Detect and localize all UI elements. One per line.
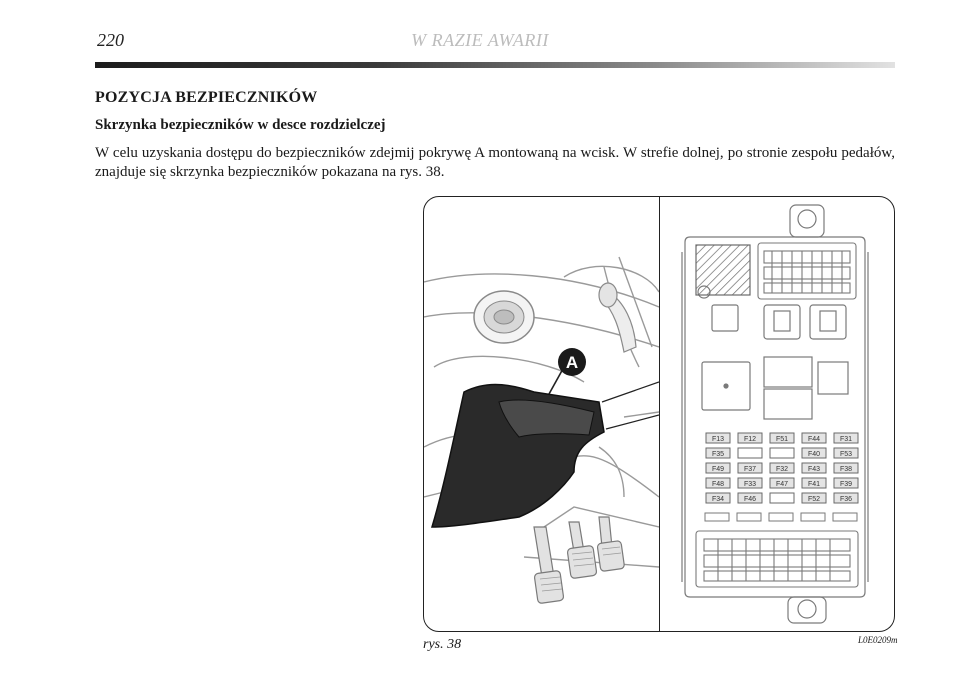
page-number: 220 xyxy=(97,30,124,50)
fuse-slot xyxy=(706,463,730,473)
fuse-slot xyxy=(834,478,858,488)
fuse-label: F33 xyxy=(743,481,757,488)
fuse-slot xyxy=(834,433,858,443)
body-paragraph: W celu uzyskania dostępu do bezpieczników zdejmij pokrywę A montowaną na wcisk. W strefie dolnej, po stronie zespołu pedałów, znajduje się skrzynka bezpieczników pokazana na rys. 38. xyxy=(95,145,895,180)
fuse-box-diagram xyxy=(660,197,894,631)
fuse-slot xyxy=(738,463,762,473)
fuse-slot xyxy=(802,448,826,458)
fuse-grid xyxy=(706,433,858,503)
fuse-slot xyxy=(834,448,858,458)
fuse-slot xyxy=(770,433,794,443)
fuse-label: F34 xyxy=(711,496,725,503)
fuse-slot xyxy=(738,478,762,488)
fuse-slot xyxy=(706,493,730,503)
fuse-label: F37 xyxy=(743,466,757,473)
fuse-label: F12 xyxy=(743,436,757,443)
fuse-label: F46 xyxy=(743,496,757,503)
fuse-slot xyxy=(738,448,762,458)
figure-code: L0E0209m xyxy=(858,635,898,645)
subsection-title: Skrzynka bezpieczników w desce rozdzielczej xyxy=(95,117,386,133)
fuse-label: F53 xyxy=(839,451,853,458)
fuse-label: F38 xyxy=(839,466,853,473)
fuse-slot xyxy=(770,463,794,473)
figure-caption: rys. 38 xyxy=(423,637,462,652)
figure-frame xyxy=(423,196,895,632)
fuse-slot xyxy=(834,493,858,503)
fuse-slot xyxy=(770,493,794,503)
header-rule xyxy=(95,62,895,68)
fuse-label: F44 xyxy=(807,436,821,443)
fuse-slot xyxy=(802,433,826,443)
fuse-label: F40 xyxy=(807,451,821,458)
fuse-label: F36 xyxy=(839,496,853,503)
fuse-slot xyxy=(802,478,826,488)
hatched-relay xyxy=(696,245,750,295)
fuse-slot xyxy=(738,493,762,503)
fuse-label: F41 xyxy=(807,481,821,488)
fuse-slot xyxy=(706,433,730,443)
fuse-label: F49 xyxy=(711,466,725,473)
fuse-label: F48 xyxy=(711,481,725,488)
fuse-label: F47 xyxy=(775,481,789,488)
fuse-slot xyxy=(802,493,826,503)
fuse-slot xyxy=(770,478,794,488)
fuse-label: F51 xyxy=(775,436,789,443)
fuse-label: F39 xyxy=(839,481,853,488)
top-connector xyxy=(758,243,856,299)
dashboard-illustration xyxy=(424,197,659,631)
fuse-label: F43 xyxy=(807,466,821,473)
section-title: POZYCJA BEZPIECZNIKÓW xyxy=(95,89,318,106)
fuse-label: F32 xyxy=(775,466,789,473)
fuse-slot xyxy=(706,478,730,488)
fuse-label: F35 xyxy=(711,451,725,458)
fuse-label: F52 xyxy=(807,496,821,503)
fuse-slot xyxy=(738,433,762,443)
callout-a-label: A xyxy=(565,353,579,372)
fuse-slot xyxy=(834,463,858,473)
fuse-label: F31 xyxy=(839,436,853,443)
fuse-label: F13 xyxy=(711,436,725,443)
running-header: W RAZIE AWARII xyxy=(411,30,549,50)
fuse-slot xyxy=(802,463,826,473)
fuse-slot xyxy=(770,448,794,458)
fuse-slot xyxy=(706,448,730,458)
bottom-connector xyxy=(696,531,858,587)
